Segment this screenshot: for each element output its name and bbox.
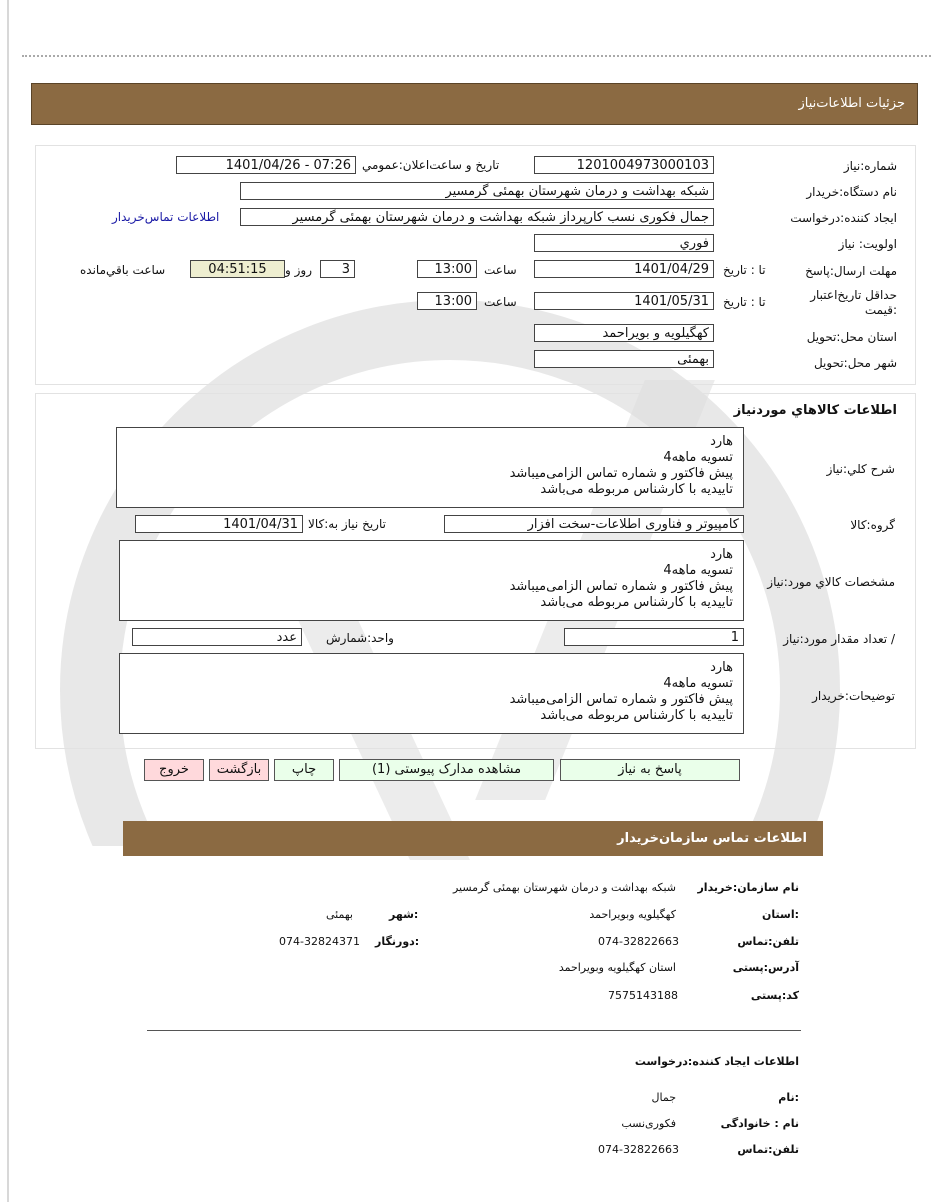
- creator-label: ايجاد كننده:درخواست: [790, 211, 897, 225]
- validity-label: حداقل تاريخ‌اعتبار :قيمت: [810, 288, 897, 317]
- buyer-label: نام دستگاه:خريدار: [806, 185, 897, 199]
- desc-line: پيش فاكتور و شماره تماس الزامی‌ميباشد: [509, 466, 733, 481]
- back-button[interactable]: بازگشت: [209, 759, 269, 781]
- deadline-time-label: ساعت: [484, 263, 517, 277]
- buyer-contact-title: اطلاعات تماس سازمان‌خريدار: [617, 831, 807, 846]
- creator-family-label: نام : خانوادگی: [720, 1117, 799, 1130]
- notes-line: هارد: [710, 660, 733, 675]
- contact-province-label: :استان: [762, 908, 799, 921]
- exit-button[interactable]: خروج: [144, 759, 204, 781]
- reply-button[interactable]: پاسخ به نياز: [560, 759, 740, 781]
- deadline-to-date-label: تا : تاريخ: [723, 263, 766, 277]
- validity-time-field: 13:00: [417, 292, 477, 310]
- contact-postal-value: 7575143188: [608, 989, 678, 1002]
- province-field: كهگيلويه و بويراحمد: [534, 324, 714, 342]
- buyer-contact-header: [123, 821, 823, 856]
- contact-address-label: آدرس:پستی: [732, 961, 799, 974]
- announce-field: 1401/04/26 - 07:26: [176, 156, 356, 174]
- general-desc-label: شرح كلي:نياز: [826, 462, 895, 476]
- contact-city-value: بهمئی: [326, 908, 353, 921]
- priority-label: اولويت: نياز: [838, 237, 897, 251]
- contact-province-value: كهگيلويه وبويراحمد: [589, 908, 676, 921]
- contact-postal-label: كد:پستی: [750, 989, 799, 1002]
- contact-address-value: استان كهگيلويه وبويراحمد: [558, 961, 676, 974]
- page-header: [31, 83, 918, 125]
- contact-fax-label: :دورنگار: [375, 935, 420, 948]
- spec-line: هارد: [710, 547, 733, 562]
- creator-phone-value: 074-32822663: [598, 1143, 679, 1156]
- validity-time-label: ساعت: [484, 295, 517, 309]
- org-name-value: شبكه بهداشت و درمان شهرستان بهمئی گرمسير: [452, 881, 676, 894]
- dotted-divider: [22, 55, 931, 57]
- buyer-field: شبكه بهداشت و درمان شهرستان بهمئی گرمسير: [240, 182, 714, 200]
- buyer-notes-label: توضيحات:خريدار: [812, 689, 895, 703]
- need-date-label: تاريخ نياز به:كالا: [308, 517, 386, 531]
- creator-field: جمال فكوری نسب كارپرداز شبكه بهداشت و درمان شهرستان بهمئی گرمسير: [240, 208, 714, 226]
- city-field: بهمئی: [534, 350, 714, 368]
- buyer-notes-box: [119, 653, 744, 734]
- quantity-field: 1: [564, 628, 744, 646]
- goods-group-label: گروه:كالا: [850, 518, 895, 532]
- desc-line: تسويه ماهه4: [663, 450, 733, 465]
- spec-line: تاييديه با كارشناس مربوطه می‌باشد: [540, 595, 733, 610]
- deadline-label: مهلت ارسال:پاسخ: [805, 264, 897, 278]
- remaining-time-field: 04:51:15: [190, 260, 285, 278]
- creator-name-value: جمال: [651, 1091, 676, 1104]
- city-label: شهر محل:تحويل: [813, 356, 897, 370]
- deadline-time-field: 13:00: [417, 260, 477, 278]
- announce-label: تاريخ و ساعت‌اعلان:عمومي: [362, 158, 500, 172]
- goods-spec-box: [119, 540, 744, 621]
- contact-phone-value: 074-32822663: [598, 935, 679, 948]
- buyer-contact-link[interactable]: اطلاعات تماس‌خريدار: [112, 210, 220, 224]
- section-divider: [147, 1030, 801, 1031]
- province-label: استان محل:تحويل: [806, 330, 897, 344]
- contact-fax-value: 074-32824371: [279, 935, 360, 948]
- need-date-field: 1401/04/31: [135, 515, 303, 533]
- unit-label: واحد:شمارش: [326, 631, 394, 645]
- validity-to-date-label: تا : تاريخ: [723, 295, 766, 309]
- page-title: جزئيات اطلاعات‌نياز: [798, 96, 905, 111]
- goods-spec-label: مشخصات كالاي مورد:نياز: [767, 575, 895, 589]
- desc-line: تاييديه با كارشناس مربوطه می‌باشد: [540, 482, 733, 497]
- print-button[interactable]: چاپ: [274, 759, 334, 781]
- org-name-label: نام سازمان:خريدار: [697, 881, 799, 894]
- desc-line: هارد: [710, 434, 733, 449]
- unit-field: عدد: [132, 628, 302, 646]
- creator-phone-label: تلفن:تماس: [737, 1143, 799, 1156]
- general-desc-box: [116, 427, 744, 508]
- spec-line: پيش فاكتور و شماره تماس الزامی‌ميباشد: [509, 579, 733, 594]
- priority-field: فوري: [534, 234, 714, 252]
- left-border: [7, 0, 9, 1202]
- contact-city-label: :شهر: [389, 908, 419, 921]
- view-attachments-button[interactable]: مشاهده مدارک پيوستی (1): [339, 759, 554, 781]
- creator-family-value: فكوری‌نسب: [621, 1117, 676, 1130]
- need-number-label: شماره:نياز: [843, 159, 897, 173]
- deadline-date-field: 1401/04/29: [534, 260, 714, 278]
- notes-line: تاييديه با كارشناس مربوطه می‌باشد: [540, 708, 733, 723]
- need-number-field: 1201004973000103: [534, 156, 714, 174]
- goods-section-title: اطلاعات كالاهاي موردنياز: [733, 403, 897, 418]
- days-left-field: 3: [320, 260, 355, 278]
- spec-line: تسويه ماهه4: [663, 563, 733, 578]
- goods-group-field: كامپيوتر و فناوری اطلاعات-سخت افزار: [444, 515, 744, 533]
- creator-info-title: اطلاعات ايجاد كننده:درخواست: [634, 1055, 799, 1068]
- validity-date-field: 1401/05/31: [534, 292, 714, 310]
- days-label: روز و: [285, 263, 312, 277]
- notes-line: پيش فاكتور و شماره تماس الزامی‌ميباشد: [509, 692, 733, 707]
- creator-name-label: :نام: [778, 1091, 799, 1104]
- notes-line: تسويه ماهه4: [663, 676, 733, 691]
- contact-phone-label: تلفن:تماس: [737, 935, 799, 948]
- quantity-label: / تعداد مقدار مورد:نياز: [783, 632, 895, 646]
- remaining-label: ساعت باقي‌مانده: [80, 263, 166, 277]
